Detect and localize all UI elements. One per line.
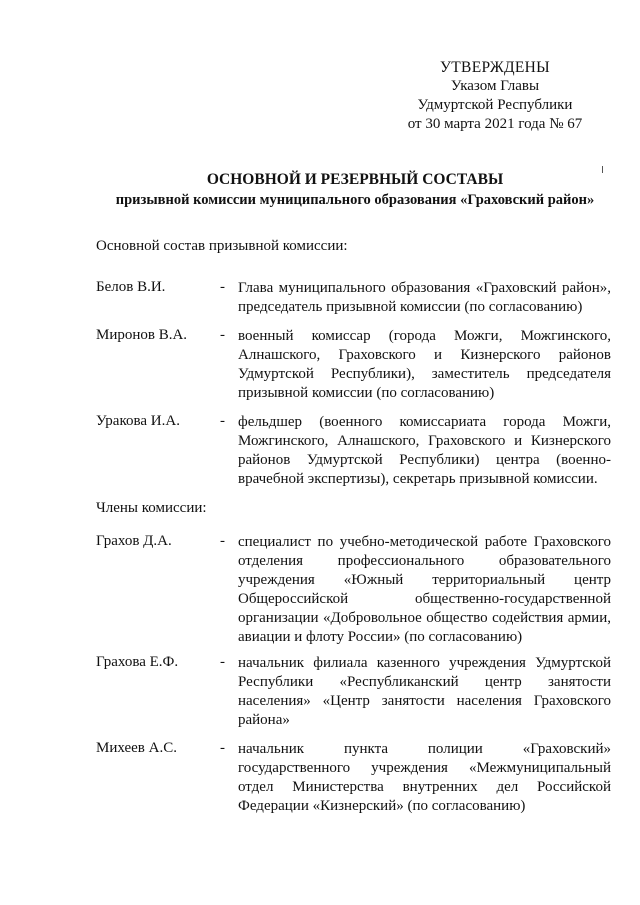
member-description bbox=[238, 413, 611, 489]
member-description-line: населения» «Центр занятости населения Граховского bbox=[238, 693, 611, 709]
member-description-line: Глава муниципального образования «Граховский район», bbox=[238, 280, 611, 296]
members-section-label: Члены комиссии: bbox=[96, 500, 207, 516]
member-dash: - bbox=[220, 533, 225, 549]
member-description-line: начальник филиала казенного учреждения Удмуртской bbox=[238, 655, 611, 671]
member-description bbox=[238, 279, 611, 317]
member-description-line: Республики «Республиканский центр занятости bbox=[238, 674, 611, 690]
member-dash: - bbox=[220, 327, 225, 343]
approval-title: УТВЕРЖДЕНЫ bbox=[440, 59, 550, 76]
member-dash: - bbox=[220, 279, 225, 295]
member-description-line: председатель призывной комиссии (по согласованию) bbox=[238, 299, 583, 315]
member-description bbox=[238, 740, 611, 816]
member-description-line: учреждения «Южный территориальный центр bbox=[238, 572, 611, 588]
member-description-line: авиации и флоту России» (по согласованию) bbox=[238, 629, 523, 645]
approval-block bbox=[380, 58, 610, 134]
main-section-label: Основной состав призывной комиссии: bbox=[96, 238, 348, 254]
member-name: Белов В.И. bbox=[96, 279, 166, 295]
member-description-line: врачебной экспертизы), секретарь призывной комиссии. bbox=[238, 471, 598, 487]
member-description-line: отделения профессионального образовательного bbox=[238, 553, 611, 569]
member-description bbox=[238, 533, 611, 647]
member-description-line: призывной комиссии (по согласованию) bbox=[238, 385, 495, 401]
member-description-line: специалист по учебно-методической работе Граховского bbox=[238, 534, 611, 550]
member-name: Михеев А.С. bbox=[96, 740, 177, 756]
member-dash: - bbox=[220, 413, 225, 429]
member-description-line: Удмуртской Республики), заместитель председателя bbox=[238, 366, 611, 382]
approval-line-3: от 30 марта 2021 года № 67 bbox=[407, 116, 583, 132]
member-description-line: района» bbox=[238, 712, 290, 728]
document-heading bbox=[60, 170, 640, 210]
document-subtitle: призывной комиссии муниципального образования «Граховский район» bbox=[115, 192, 595, 208]
member-description-line: Алнашского, Граховского и Кизнерского районов bbox=[238, 347, 611, 363]
member-description-line: Федерации «Кизнерский» (по согласованию) bbox=[238, 798, 526, 814]
member-description-line: Общероссийской общественно-государственной bbox=[238, 591, 611, 607]
member-name: Грахов Д.А. bbox=[96, 533, 172, 549]
member-description-line: отдел Министерства внутренних дел Российской bbox=[238, 779, 611, 795]
member-description-line: начальник пункта полиции «Граховский» bbox=[238, 741, 611, 757]
approval-line-2: Удмуртской Республики bbox=[417, 97, 573, 113]
member-description-line: военный комиссар (города Можги, Можгинского, bbox=[238, 328, 611, 344]
member-description bbox=[238, 654, 611, 730]
member-description-line: государственного учреждения «Межмуниципальный bbox=[238, 760, 611, 776]
member-description-line: районов Удмуртской Республики) центра (военно- bbox=[238, 452, 611, 468]
member-name: Миронов В.А. bbox=[96, 327, 188, 343]
document-title: ОСНОВНОЙ И РЕЗЕРВНЫЙ СОСТАВЫ bbox=[206, 171, 504, 188]
member-description-line: фельдшер (военного комиссариата города Можги, bbox=[238, 414, 611, 430]
member-description-line: организации «Добровольное общество содействия армии, bbox=[238, 610, 611, 626]
member-dash: - bbox=[220, 654, 225, 670]
member-description bbox=[238, 327, 611, 403]
member-name: Грахова Е.Ф. bbox=[96, 654, 179, 670]
member-name: Уракова И.А. bbox=[96, 413, 180, 429]
member-description-line: Можгинского, Алнашского, Граховского и Кизнерского bbox=[238, 433, 611, 449]
member-dash: - bbox=[220, 740, 225, 756]
approval-line-1: Указом Главы bbox=[450, 78, 540, 94]
